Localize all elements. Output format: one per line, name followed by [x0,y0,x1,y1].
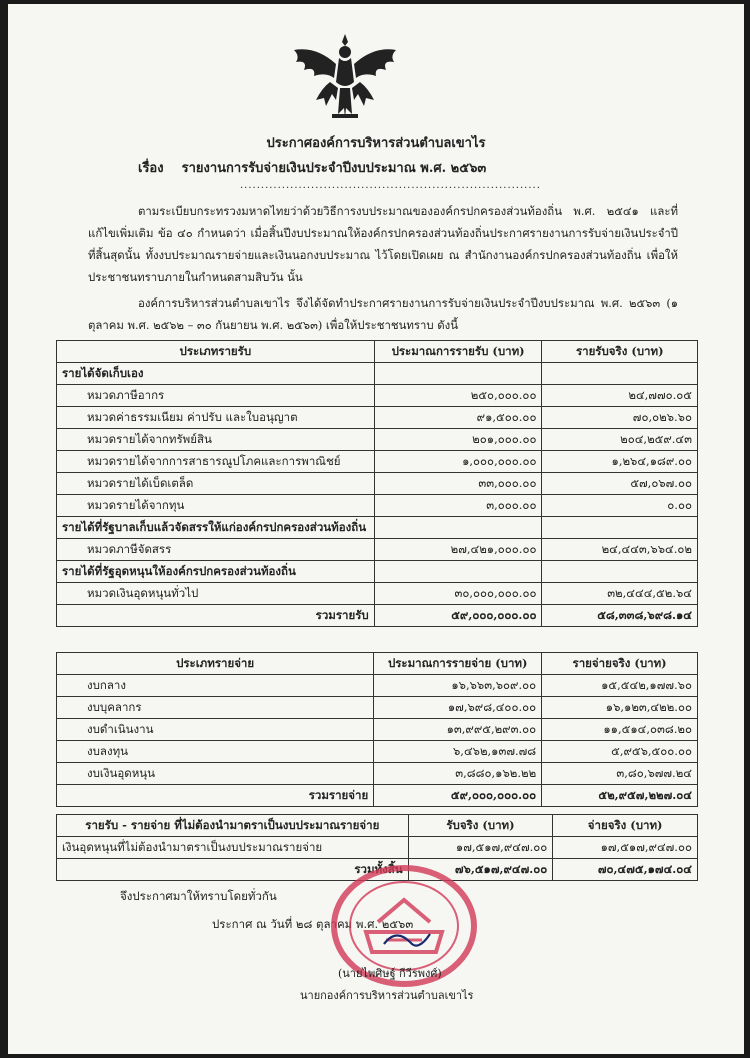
row-actual: ๑๕,๕๔๒,๑๗๗.๖๐ [542,675,698,697]
table-row [57,429,698,451]
row-actual: ๓,๘๐,๖๗๗.๒๔ [542,763,698,785]
garuda-emblem-icon [286,30,404,122]
row-name: หมวดรายได้จากทุน [57,495,375,517]
row-paid: ๑๗,๕๑๗,๙๔๗.๐๐ [553,837,698,859]
paragraph-report-intro: องค์การบริหารส่วนตำบลเขาไร จึงได้จัดทำประกาศรายงานการรับจ่ายเงินประจำปีงบประมาณ พ.ศ. ๒๕๖๓ (๑ ตุลาคม พ.ศ. ๒๕๖๒ – ๓๐ กันยายน พ.ศ. ๒๕๖๓) เพื่อให้ประชาชนทราบ ดังนี้ [88,296,678,332]
row-name: งบลงทุน [57,741,374,763]
row-estimate: ๖,๔๖๒,๑๓๗.๗๘ [374,741,542,763]
row-name: หมวดภาษีจัดสรร [57,539,375,561]
expense-total-estimate: ๕๙,๐๐๐,๐๐๐.๐๐ [374,785,542,807]
row-estimate: ๓,๘๘๐,๑๖๒.๒๒ [374,763,542,785]
row-actual: ๑,๒๖๔,๑๘๙.๐๐ [542,451,698,473]
row-actual: ๑๖,๑๒๓,๔๒๒.๐๐ [542,697,698,719]
income-section-row [57,561,698,583]
row-actual: ๕,๙๕๖,๕๐๐.๐๐ [542,741,698,763]
grand-total-label: รวมทั้งสิ้น [57,859,409,881]
expense-total-row [57,785,698,807]
table-row [57,385,698,407]
row-estimate: ๒๗,๔๒๑,๐๐๐.๐๐ [374,539,542,561]
subject-label: เรื่อง [138,161,164,176]
row-estimate: ๑๗,๖๙๘,๔๐๐.๐๐ [374,697,542,719]
row-actual: ๑๑,๕๑๔,๐๓๘.๒๐ [542,719,698,741]
row-name: งบดำเนินงาน [57,719,374,741]
non-budget-col-received: รับจริง (บาท) [408,815,553,837]
income-total-estimate: ๕๙,๐๐๐,๐๐๐.๐๐ [374,605,542,627]
table-row [57,451,698,473]
row-actual: ๒๔,๗๗๐.๐๕ [542,385,698,407]
row-name: งบบุคลากร [57,697,374,719]
table-row [57,583,698,605]
row-estimate: ๒๕๐,๐๐๐.๐๐ [374,385,542,407]
row-name: งบกลาง [57,675,374,697]
row-estimate: ๓๐,๐๐๐,๐๐๐.๐๐ [374,583,542,605]
expense-col-actual: รายจ่ายจริง (บาท) [542,653,698,675]
income-header-row [57,341,698,363]
row-estimate: ๓๓,๐๐๐.๐๐ [374,473,542,495]
table-row [57,495,698,517]
row-name: งบเงินอุดหนุน [57,763,374,785]
expense-col-type: ประเภทรายจ่าย [57,653,374,675]
non-budget-header-row [57,815,698,837]
row-actual: ๒๐๔,๒๕๙.๔๓ [542,429,698,451]
income-section-title: รายได้ที่รัฐอุดหนุนให้องค์กรปกครองส่วนท้องถิ่น [57,561,375,583]
closing-line: จึงประกาศมาให้ทราบโดยทั่วกัน [120,889,277,903]
row-name: หมวดรายได้เบ็ดเตล็ด [57,473,375,495]
signer-name: (นายไพศิษฐ์ กีวีรพงศ์) [338,967,442,980]
row-actual: ๓๒,๔๔๔,๕๒.๖๔ [542,583,698,605]
grand-total-received: ๗๖,๕๑๗,๙๔๗.๐๐ [408,859,553,881]
row-estimate: ๑๓,๙๙๕,๒๙๓.๐๐ [374,719,542,741]
row-name: หมวดค่าธรรมเนียม ค่าปรับ และใบอนุญาต [57,407,375,429]
table-row [57,719,698,741]
row-estimate: ๑๖,๖๖๓,๖๐๙.๐๐ [374,675,542,697]
signer-title: นายกองค์การบริหารส่วนตำบลเขาไร [300,989,474,1002]
income-section-title: รายได้จัดเก็บเอง [57,363,375,385]
expense-table [56,652,698,807]
expense-col-estimate: ประมาณการรายจ่าย (บาท) [374,653,542,675]
row-actual: ๒๔,๔๔๓,๖๖๔.๐๒ [542,539,698,561]
row-received: ๑๗,๕๑๗,๙๔๗.๐๐ [408,837,553,859]
table-row [57,407,698,429]
table-row [57,675,698,697]
announcement-date: ประกาศ ณ วันที่ ๒๘ ตุลาคม พ.ศ. ๒๕๖๓ [212,917,414,931]
expense-total-label: รวมรายจ่าย [57,785,374,807]
expense-total-actual: ๕๒,๙๕๗,๒๒๗.๐๔ [542,785,698,807]
table-row [57,473,698,495]
title-divider: ........................................................................ [240,180,541,191]
row-actual: ๗๐,๐๒๖.๖๐ [542,407,698,429]
row-name: หมวดเงินอุดหนุนทั่วไป [57,583,375,605]
table-row [57,763,698,785]
row-estimate: ๙๑,๕๐๐.๐๐ [374,407,542,429]
table-row [57,539,698,561]
non-budget-col-paid: จ่ายจริง (บาท) [553,815,698,837]
income-section-title: รายได้ที่รัฐบาลเก็บแล้วจัดสรรให้แก่องค์กรปกครองส่วนท้องถิ่น [57,517,375,539]
non-budget-col-type: รายรับ - รายจ่าย ที่ไม่ต้องนำมาตราเป็นงบประมาณรายจ่าย [57,815,409,837]
table-row [57,837,698,859]
row-estimate: ๒๐๑,๐๐๐.๐๐ [374,429,542,451]
income-total-actual: ๕๘,๓๓๘,๖๙๘.๑๔ [542,605,698,627]
paragraph-regulation: ตามระเบียบกระทรวงมหาดไทยว่าด้วยวิธีการงบประมาณขององค์กรปกครองส่วนท้องถิ่น พ.ศ. ๒๕๔๑ และที่แก้ไขเพิ่มเติม ข้อ ๔๐ กำหนดว่า เมื่อสิ้นปีงบประมาณให้องค์กรปกครองส่วนท้องถิ่นประกาศรายงานการรับจ่ายเงินประจำปีที่สิ้นสุดนั้น ทั้งงบประมาณรายจ่ายและเงินนอกงบประมาณ ไว้โดยเปิดเผย ณ สำนักงานองค์กรปกครองส่วนท้องถิ่น เพื่อให้ประชาชนทราบภายในกำหนดสามสิบวัน นั้น [88,204,678,284]
announcement-subject [138,157,486,178]
expense-header-row [57,653,698,675]
row-actual: ๐.๐๐ [542,495,698,517]
row-estimate: ๑,๐๐๐,๐๐๐.๐๐ [374,451,542,473]
announcement-title: ประกาศองค์การบริหารส่วนตำบลเขาไร [266,136,486,151]
subject-text: รายงานการรับจ่ายเงินประจำปีงบประมาณ พ.ศ. ๒๕๖๓ [181,161,487,176]
table-row [57,741,698,763]
row-actual: ๕๗,๐๖๗.๐๐ [542,473,698,495]
table-row [57,697,698,719]
row-name: หมวดภาษีอากร [57,385,375,407]
income-col-actual: รายรับจริง (บาท) [542,341,698,363]
row-name: เงินอุดหนุนที่ไม่ต้องนำมาตราเป็นงบประมาณรายจ่าย [57,837,409,859]
income-total-row [57,605,698,627]
income-col-estimate: ประมาณการรายรับ (บาท) [374,341,542,363]
row-estimate: ๓,๐๐๐.๐๐ [374,495,542,517]
grand-total-paid: ๗๐,๔๗๕,๑๗๔.๐๔ [553,859,698,881]
document-page [8,4,744,1054]
income-total-label: รวมรายรับ [57,605,375,627]
income-section-row [57,517,698,539]
income-section-row [57,363,698,385]
income-col-type: ประเภทรายรับ [57,341,375,363]
income-table [56,340,698,627]
row-name: หมวดรายได้จากการสาธารณูปโภคและการพาณิชย์ [57,451,375,473]
row-name: หมวดรายได้จากทรัพย์สิน [57,429,375,451]
